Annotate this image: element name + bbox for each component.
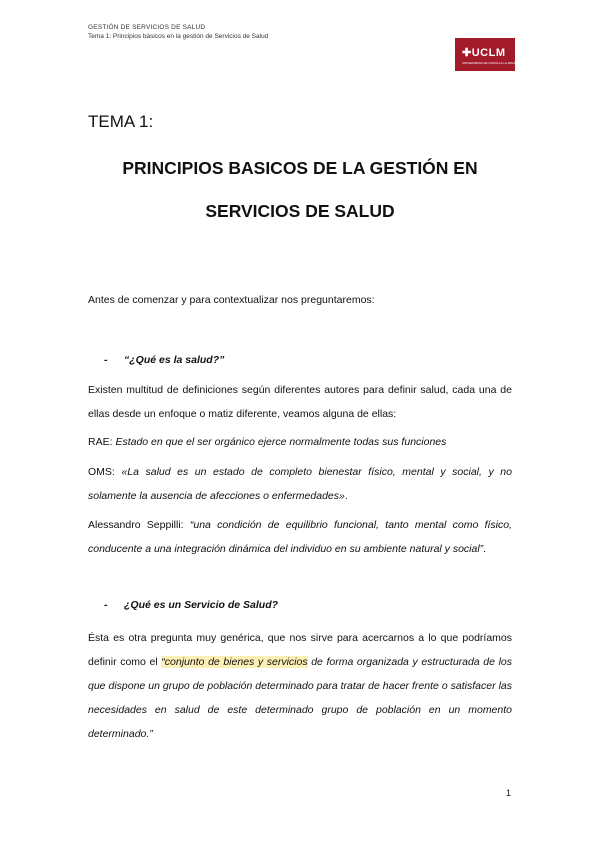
- logo-text: ✚UCLM: [462, 47, 506, 59]
- seppilli-text: “una condición de equilibrio funcional, tanto mental como físico, conducente a una integración dinámica del individuo en su ambiente natural y social”: [88, 519, 513, 555]
- section1-heading-text: “¿Qué es la salud?”: [124, 354, 225, 366]
- logo-subtext: UNIVERSIDAD DE CASTILLA·LA MANCHA: [462, 61, 521, 65]
- page-number: 1: [506, 788, 512, 798]
- seppilli-end: .: [483, 543, 487, 555]
- oms-end: .: [344, 490, 348, 502]
- oms-definition: [88, 460, 512, 508]
- header-topic-title: Tema 1: Principios básicos en la gestión de Servicios de Salud: [88, 33, 269, 40]
- logo-cross-icon: ✚: [462, 47, 472, 59]
- page-title-line2: SERVICIOS DE SALUD: [205, 201, 395, 221]
- intro-paragraph: Antes de comenzar y para contextualizar nos preguntaremos:: [88, 294, 375, 306]
- seppilli-label: Alessandro Seppilli:: [88, 519, 184, 531]
- section2-paragraph: [88, 626, 512, 746]
- bullet-dash: -: [104, 354, 108, 366]
- section2-heading-text: ¿Qué es un Servicio de Salud?: [124, 599, 279, 611]
- section2-heading: [104, 599, 278, 611]
- page-title-line1: PRINCIPIOS BASICOS DE LA GESTIÓN EN: [122, 158, 478, 178]
- section1-heading: [104, 354, 224, 366]
- section2-text-rest: de forma organizada y estructurada de los que dispone un grupo de población determinado para tratar de hacer frente o satisfacer las necesidades en salud de este determinado grupo de población en un momento determinado.”: [88, 656, 513, 740]
- header-course-title: GESTIÓN DE SERVICIOS DE SALUD: [88, 24, 206, 31]
- rae-text: Estado en que el ser orgánico ejerce normalmente todas sus funciones: [115, 436, 447, 448]
- oms-label: OMS:: [88, 466, 115, 478]
- rae-definition: [88, 430, 512, 454]
- oms-text: «La salud es un estado de completo bienestar físico, mental y social, y no solamente la ausencia de afecciones o enfermedades»: [88, 466, 512, 502]
- topic-label: TEMA 1:: [88, 112, 154, 131]
- seppilli-definition: [88, 513, 512, 561]
- highlighted-phrase: “conjunto de bienes y servicios: [161, 656, 308, 668]
- bullet-dash: -: [104, 599, 108, 611]
- rae-label: RAE:: [88, 436, 113, 448]
- uclm-logo: [455, 38, 521, 71]
- section2-text-start: Ésta es otra pregunta muy genérica, que nos sirve para acercarnos a lo que podríamos definir como el: [88, 632, 512, 668]
- section1-paragraph: Existen multitud de definiciones según diferentes autores para definir salud, cada una de ellas desde un enfoque o matiz diferente, veamos alguna de ellas:: [88, 384, 512, 420]
